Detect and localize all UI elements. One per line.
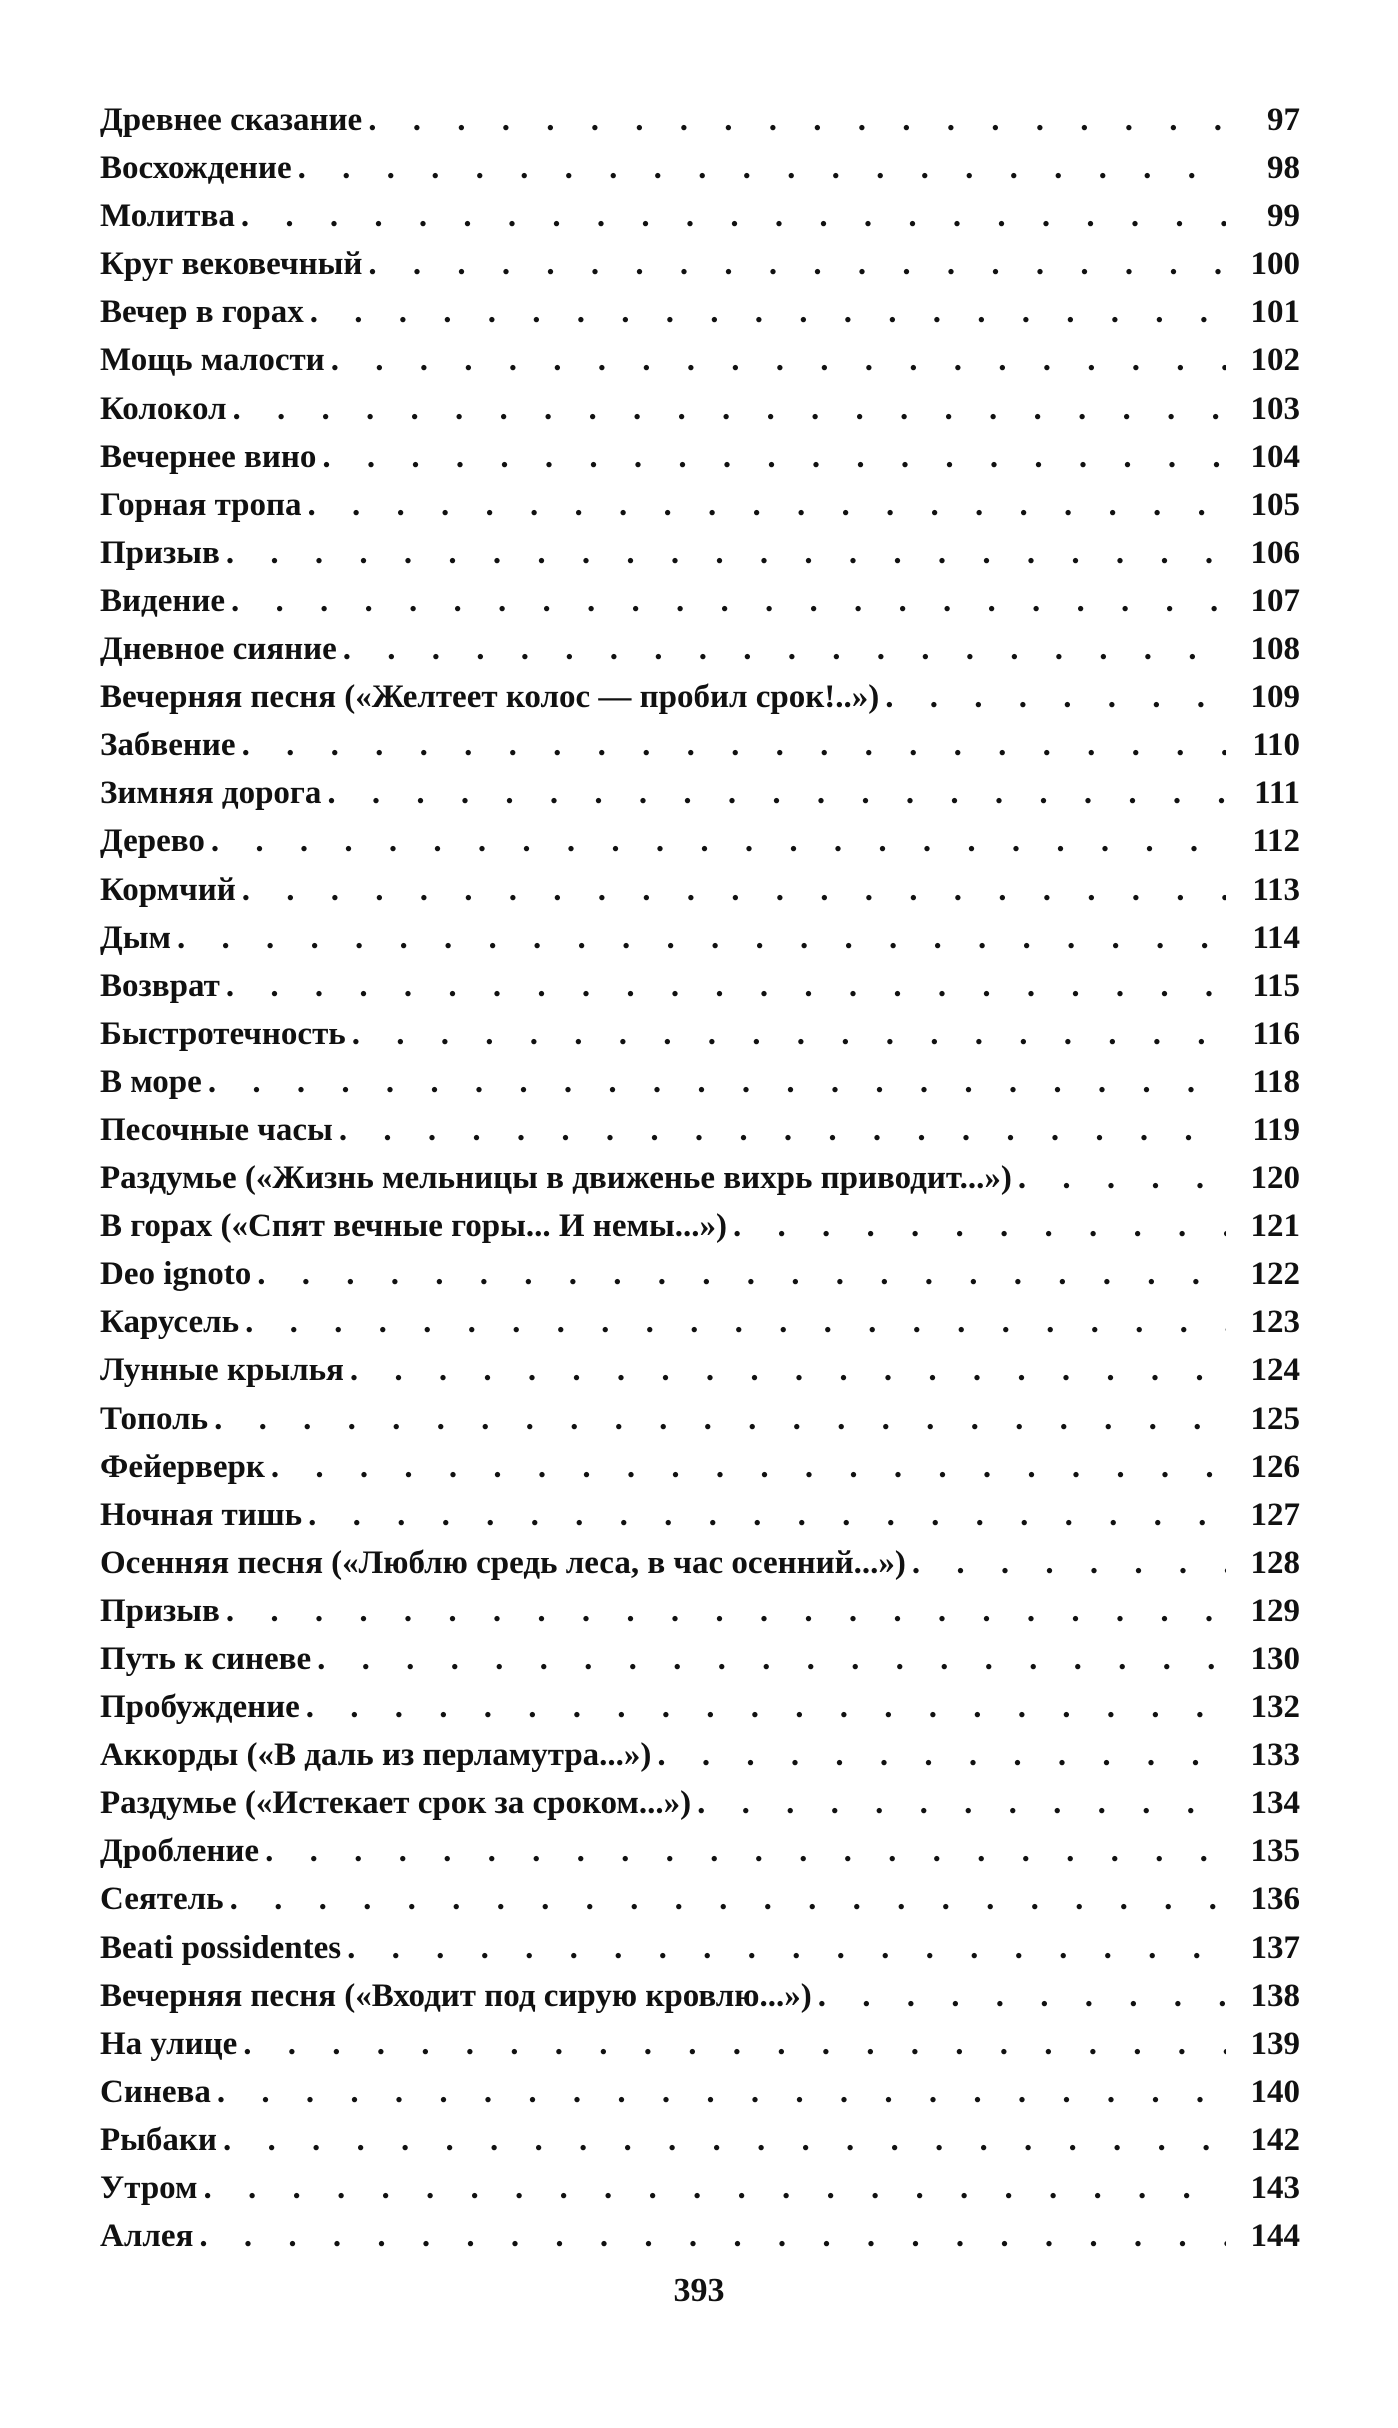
- toc-entry-title: Забвение: [100, 727, 236, 764]
- toc-entry-page: 128: [1250, 1544, 1300, 1581]
- toc-entry-page: 143: [1250, 2170, 1300, 2207]
- toc-entry: [100, 192, 1300, 240]
- toc-entry-page: 102: [1250, 342, 1300, 379]
- toc-entry-page: 113: [1252, 871, 1300, 908]
- toc-entry-title: В море: [100, 1063, 202, 1100]
- dot-leader: [697, 1779, 1226, 1827]
- dot-leader: [818, 1972, 1226, 2020]
- dot-leader: [208, 1058, 1226, 1106]
- toc-entry-page: 109: [1250, 679, 1300, 716]
- toc-entry: [100, 433, 1300, 481]
- dot-leader: [310, 288, 1226, 336]
- dot-leader: [226, 529, 1226, 577]
- toc-entry-page: 105: [1250, 486, 1300, 523]
- toc-entry-page: 129: [1250, 1592, 1300, 1629]
- dot-leader: [298, 144, 1226, 192]
- dot-leader: [214, 1395, 1226, 1443]
- toc-entry-title: Дым: [100, 919, 171, 956]
- toc-entry-title: В горах («Спят вечные горы... И немы...»): [100, 1208, 727, 1245]
- toc-entry-title: Быстротечность: [100, 1015, 346, 1052]
- dot-leader: [912, 1539, 1226, 1587]
- toc-entry: [100, 817, 1300, 865]
- dot-leader: [271, 1443, 1226, 1491]
- toc-entry-page: 138: [1250, 1977, 1300, 2014]
- toc-entry-page: 116: [1252, 1015, 1300, 1052]
- toc-entry-title: Дерево: [100, 823, 205, 860]
- toc-entry-page: 101: [1250, 294, 1300, 331]
- dot-leader: [226, 1587, 1226, 1635]
- toc-entry: [100, 1443, 1300, 1491]
- toc-entry: [100, 577, 1300, 625]
- toc-entry: [100, 385, 1300, 433]
- toc-entry-title: Вечернее вино: [100, 438, 317, 475]
- toc-entry-page: 110: [1252, 727, 1300, 764]
- toc-entry-page: 139: [1250, 2025, 1300, 2062]
- dot-leader: [223, 2116, 1226, 2164]
- dot-leader: [241, 192, 1226, 240]
- toc-entry-title: Вечерняя песня («Входит под сирую кровлю...»): [100, 1977, 812, 2014]
- toc-entry-page: 133: [1250, 1737, 1300, 1774]
- toc-entry-title: Сеятель: [100, 1881, 224, 1918]
- dot-leader: [243, 2020, 1226, 2068]
- dot-leader: [885, 673, 1226, 721]
- dot-leader: [265, 1827, 1226, 1875]
- toc-entry-title: Колокол: [100, 390, 227, 427]
- toc-entry: [100, 288, 1300, 336]
- toc-entry-title: Вечерняя песня («Желтеет колос — пробил срок!..»): [100, 679, 880, 716]
- toc-entry: [100, 625, 1300, 673]
- toc-entry-title: Древнее сказание: [100, 102, 363, 138]
- toc-entry-page: 124: [1250, 1352, 1300, 1389]
- toc-entry-title: Пробуждение: [100, 1689, 300, 1726]
- toc-entry-title: Вечер в горах: [100, 294, 304, 331]
- toc-entry-page: 121: [1250, 1208, 1300, 1245]
- dot-leader: [347, 1924, 1226, 1972]
- dot-leader: [245, 1298, 1226, 1346]
- toc-entry-page: 134: [1250, 1785, 1300, 1822]
- toc-entry: [100, 1010, 1300, 1058]
- toc-entry-page: 103: [1250, 390, 1300, 427]
- toc-entry-title: Возврат: [100, 967, 220, 1004]
- dot-leader: [257, 1250, 1226, 1298]
- dot-leader: [1018, 1154, 1226, 1202]
- toc-entry: [100, 769, 1300, 817]
- toc-entry: [100, 1106, 1300, 1154]
- toc-entry-page: 107: [1250, 582, 1300, 619]
- toc-entry-page: 127: [1250, 1496, 1300, 1533]
- toc-entry: [100, 1058, 1300, 1106]
- toc-entry: [100, 96, 1300, 144]
- toc-entry-title: Синева: [100, 2073, 211, 2110]
- toc-entry: [100, 1395, 1300, 1443]
- toc-entry-title: На улице: [100, 2025, 238, 2062]
- toc-entry-title: Ночная тишь: [100, 1496, 303, 1533]
- toc-entry-title: Круг вековечный: [100, 246, 363, 283]
- toc-entry: [100, 1875, 1300, 1923]
- toc-entry-title: Призыв: [100, 1592, 220, 1629]
- toc-entry: [100, 721, 1300, 769]
- toc-entry: [100, 2116, 1300, 2164]
- toc-entry-title: Лунные крылья: [100, 1352, 344, 1389]
- dot-leader: [368, 96, 1226, 144]
- toc-entry-title: Путь к синеве: [100, 1641, 312, 1677]
- toc-entry-page: 120: [1250, 1160, 1300, 1197]
- dot-leader: [339, 1106, 1226, 1154]
- dot-leader: [242, 866, 1226, 914]
- table-of-contents: [100, 96, 1300, 2260]
- toc-entry-page: 104: [1250, 438, 1300, 475]
- toc-entry: [100, 240, 1300, 288]
- toc-entry-page: 99: [1267, 198, 1300, 235]
- toc-entry: [100, 336, 1300, 384]
- toc-entry: [100, 1346, 1300, 1394]
- toc-entry-page: 97: [1267, 102, 1300, 138]
- toc-entry-page: 126: [1250, 1448, 1300, 1485]
- dot-leader: [343, 625, 1226, 673]
- toc-entry-title: Мощь малости: [100, 342, 325, 379]
- toc-entry-title: Аккорды («В даль из перламутра...»): [100, 1737, 652, 1774]
- dot-leader: [177, 914, 1226, 962]
- toc-entry-title: Дневное сияние: [100, 631, 337, 668]
- toc-entry-title: Аллея: [100, 2218, 194, 2255]
- toc-entry-title: Раздумье («Жизнь мельницы в движенье вихрь приводит...»): [100, 1160, 1012, 1197]
- toc-entry-title: Восхождение: [100, 150, 292, 187]
- toc-entry: [100, 1154, 1300, 1202]
- toc-entry-page: 125: [1250, 1400, 1300, 1437]
- toc-entry-page: 112: [1252, 823, 1300, 860]
- dot-leader: [199, 2212, 1226, 2260]
- dot-leader: [211, 817, 1226, 865]
- toc-entry: [100, 1539, 1300, 1587]
- dot-leader: [226, 962, 1226, 1010]
- toc-entry: [100, 1827, 1300, 1875]
- toc-entry: [100, 1587, 1300, 1635]
- toc-entry-title: Горная тропа: [100, 486, 302, 523]
- dot-leader: [331, 336, 1226, 384]
- toc-entry-page: 123: [1250, 1304, 1300, 1341]
- toc-entry-title: Тополь: [100, 1400, 209, 1437]
- toc-entry: [100, 962, 1300, 1010]
- toc-entry-page: 100: [1250, 246, 1300, 283]
- toc-entry: [100, 2068, 1300, 2116]
- toc-entry-page: 140: [1250, 2073, 1300, 2110]
- toc-entry-page: 115: [1252, 967, 1300, 1004]
- toc-entry-title: Beati possidentes: [100, 1929, 342, 1966]
- dot-leader: [350, 1346, 1226, 1394]
- toc-entry-title: Deo ignoto: [100, 1256, 252, 1293]
- toc-entry: [100, 1779, 1300, 1827]
- dot-leader: [322, 433, 1226, 481]
- dot-leader: [352, 1010, 1226, 1058]
- toc-entry: [100, 1972, 1300, 2020]
- toc-entry-page: 135: [1250, 1833, 1300, 1870]
- toc-entry-title: Осенняя песня («Люблю средь леса, в час осенний...»): [100, 1544, 906, 1581]
- toc-entry-page: 130: [1250, 1641, 1300, 1677]
- toc-entry-page: 106: [1250, 534, 1300, 571]
- dot-leader: [306, 1683, 1226, 1731]
- toc-entry-title: Кормчий: [100, 871, 236, 908]
- toc-entry: [100, 2212, 1300, 2260]
- toc-entry-page: 108: [1250, 631, 1300, 668]
- toc-entry-page: 114: [1252, 919, 1300, 956]
- toc-entry-page: 111: [1254, 775, 1300, 812]
- toc-entry: [100, 2020, 1300, 2068]
- toc-entry: [100, 1731, 1300, 1779]
- toc-entry-page: 119: [1252, 1111, 1300, 1148]
- toc-entry: [100, 866, 1300, 914]
- toc-entry-page: 132: [1250, 1689, 1300, 1726]
- toc-entry: [100, 1924, 1300, 1972]
- toc-entry: [100, 144, 1300, 192]
- dot-leader: [217, 2068, 1226, 2116]
- toc-entry-page: 144: [1250, 2218, 1300, 2255]
- toc-entry-title: Зимняя дорога: [100, 775, 322, 812]
- toc-entry: [100, 1202, 1300, 1250]
- toc-entry-title: Карусель: [100, 1304, 240, 1341]
- toc-entry-title: Молитва: [100, 198, 235, 235]
- toc-entry: [100, 529, 1300, 577]
- toc-entry-page: 118: [1252, 1063, 1300, 1100]
- toc-entry-title: Раздумье («Истекает срок за сроком...»): [100, 1785, 692, 1822]
- toc-entry: [100, 673, 1300, 721]
- dot-leader: [242, 721, 1226, 769]
- toc-entry: [100, 1491, 1300, 1539]
- toc-entry-page: 136: [1250, 1881, 1300, 1918]
- toc-entry-title: Фейерверк: [100, 1448, 265, 1485]
- toc-entry-page: 122: [1250, 1256, 1300, 1293]
- dot-leader: [231, 577, 1226, 625]
- dot-leader: [327, 769, 1226, 817]
- page-number: 393: [673, 2272, 725, 2309]
- toc-entry: [100, 481, 1300, 529]
- toc-entry: [100, 2164, 1300, 2212]
- toc-entry-page: 137: [1250, 1929, 1300, 1966]
- toc-entry-title: Рыбаки: [100, 2121, 217, 2158]
- toc-entry-title: Видение: [100, 582, 226, 619]
- toc-entry-page: 98: [1267, 150, 1300, 187]
- toc-entry-title: Песочные часы: [100, 1111, 333, 1148]
- dot-leader: [308, 1491, 1226, 1539]
- dot-leader: [230, 1875, 1226, 1923]
- toc-entry: [100, 1635, 1300, 1683]
- dot-leader: [308, 481, 1226, 529]
- toc-entry: [100, 1250, 1300, 1298]
- toc-entry-title: Призыв: [100, 534, 220, 571]
- toc-entry-title: Утром: [100, 2170, 198, 2207]
- toc-entry-page: 142: [1250, 2121, 1300, 2158]
- dot-leader: [733, 1202, 1226, 1250]
- toc-entry: [100, 914, 1300, 962]
- toc-entry: [100, 1298, 1300, 1346]
- dot-leader: [233, 385, 1226, 433]
- toc-entry-title: Дробление: [100, 1833, 260, 1870]
- dot-leader: [317, 1635, 1226, 1683]
- toc-entry: [100, 1683, 1300, 1731]
- dot-leader: [368, 240, 1226, 288]
- dot-leader: [204, 2164, 1226, 2212]
- dot-leader: [657, 1731, 1226, 1779]
